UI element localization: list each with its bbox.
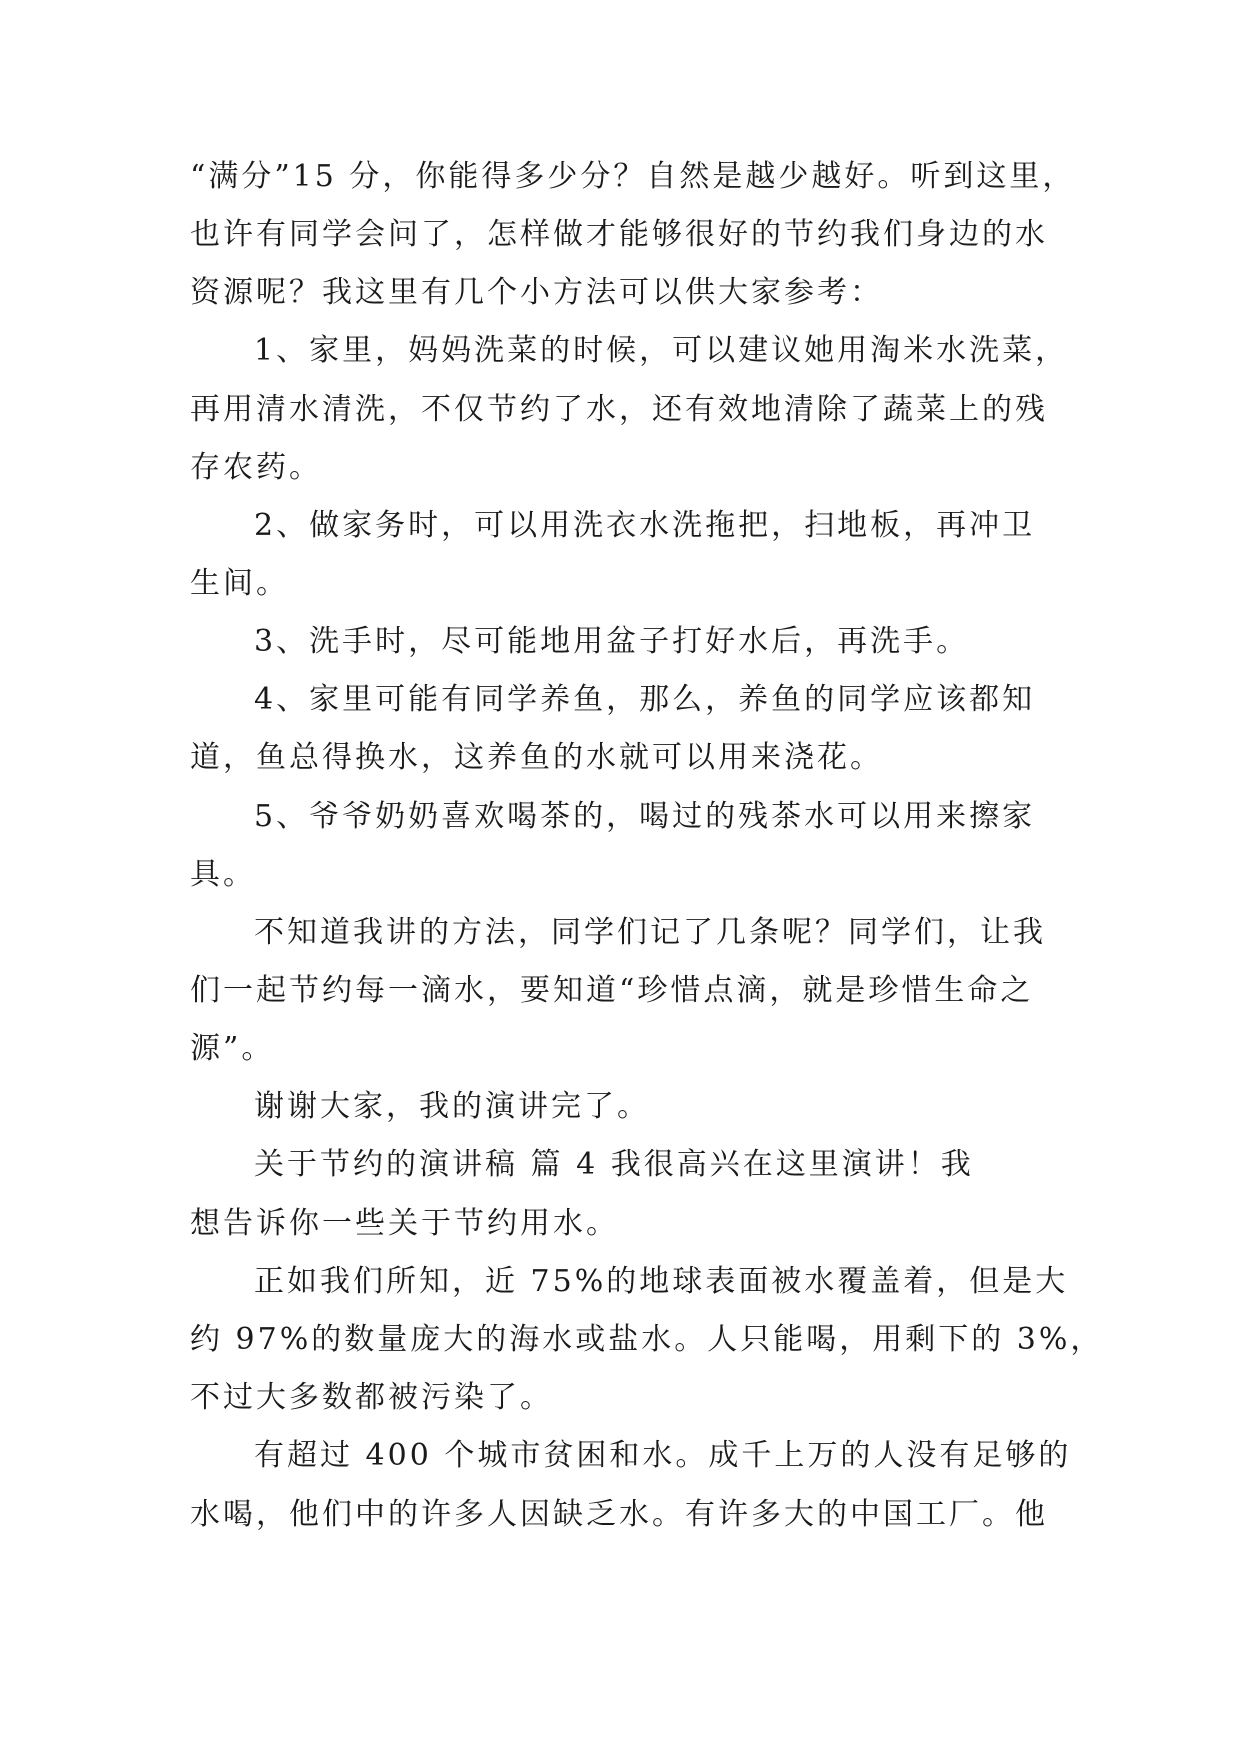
text-line: 再用清水清洗，不仅节约了水，还有效地清除了蔬菜上的残 bbox=[190, 392, 1048, 427]
text-line: 不知道我讲的方法，同学们记了几条呢？同学们，让我 bbox=[254, 915, 1046, 950]
text-line: 源”。 bbox=[190, 1031, 275, 1066]
text-line: 不过大多数都被污染了。 bbox=[190, 1380, 553, 1415]
text-line: 具。 bbox=[190, 857, 256, 892]
text-line: 水喝，他们中的许多人因缺乏水。有许多大的中国工厂。他 bbox=[190, 1497, 1048, 1532]
text-line: 4、家里可能有同学养鱼，那么，养鱼的同学应该都知 bbox=[254, 682, 1036, 717]
text-line: 约 97%的数量庞大的海水或盐水。人只能喝，用剩下的 3%， bbox=[190, 1322, 1104, 1357]
text-line: 关于节约的演讲稿 篇 4 我很高兴在这里演讲！我 bbox=[254, 1147, 974, 1182]
text-line: 资源呢？我这里有几个小方法可以供大家参考： bbox=[190, 275, 883, 310]
text-line: 存农药。 bbox=[190, 450, 322, 485]
text-line: 道，鱼总得换水，这养鱼的水就可以用来浇花。 bbox=[190, 740, 883, 775]
text-line: 们一起节约每一滴水，要知道“珍惜点滴，就是珍惜生命之 bbox=[190, 973, 1034, 1008]
text-line: 1、家里，妈妈洗菜的时候，可以建议她用淘米水洗菜， bbox=[254, 333, 1069, 368]
text-line: 想告诉你一些关于节约用水。 bbox=[190, 1206, 619, 1241]
text-line: 正如我们所知，近 75%的地球表面被水覆盖着，但是大 bbox=[254, 1264, 1069, 1299]
text-line: “满分”15 分，你能得多少分？自然是越少越好。听到这里， bbox=[190, 159, 1076, 194]
text-line: 5、爷爷奶奶喜欢喝茶的，喝过的残茶水可以用来擦家 bbox=[254, 799, 1036, 834]
text-line: 也许有同学会问了，怎样做才能够很好的节约我们身边的水 bbox=[190, 217, 1048, 252]
text-line: 生间。 bbox=[190, 566, 289, 601]
text-line: 有超过 400 个城市贫困和水。成千上万的人没有足够的 bbox=[254, 1438, 1072, 1473]
text-line: 3、洗手时，尽可能地用盆子打好水后，再洗手。 bbox=[254, 624, 970, 659]
text-line: 2、做家务时，可以用洗衣水洗拖把，扫地板，再冲卫 bbox=[254, 508, 1036, 543]
text-line: 谢谢大家，我的演讲完了。 bbox=[254, 1089, 650, 1124]
